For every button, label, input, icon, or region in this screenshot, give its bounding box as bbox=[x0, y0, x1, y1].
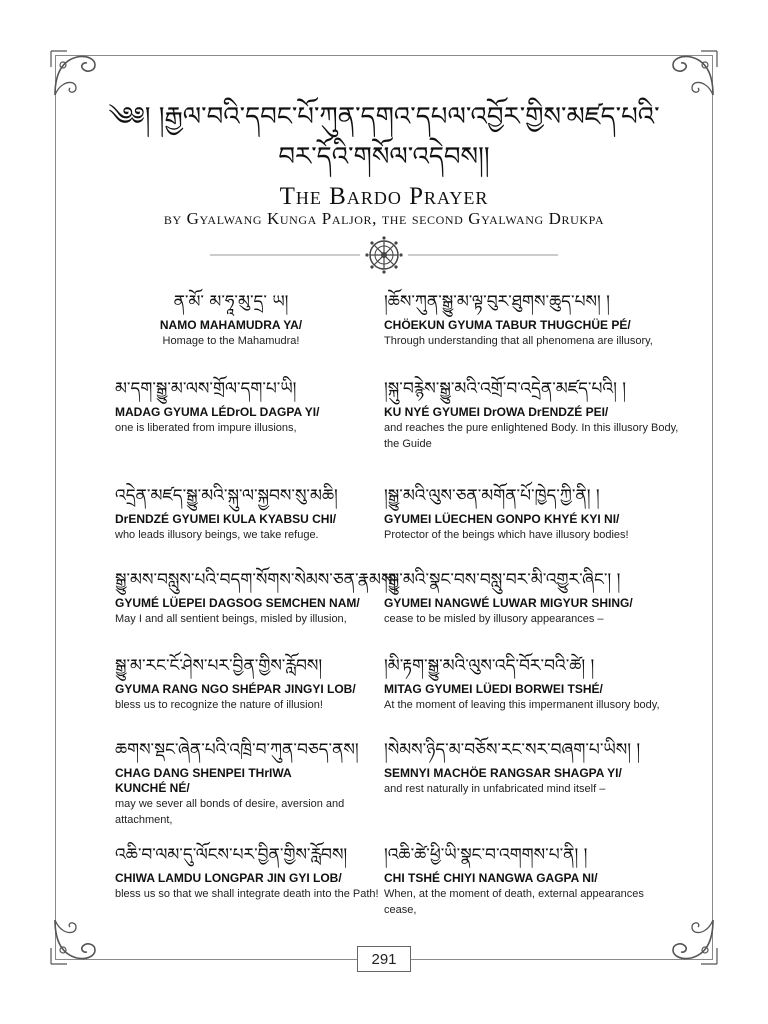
verse-translation: Protector of the beings which have illusory bodies! bbox=[384, 529, 629, 541]
verse-tibetan: ཆགས་སྡང་ཞེན་པའི་འཁྲི་བ་ཀུན་བཅད་ནས། bbox=[115, 740, 359, 760]
verse-transliteration: GYUMEI NANGWÉ LUWAR MIGYUR SHING/ bbox=[384, 596, 633, 610]
verse-translation: Through understanding that all phenomena are illusory, bbox=[384, 335, 653, 347]
verse-transliteration: CHAG DANG SHENPEI THrIWA KUNCHÉ NÉ/ bbox=[115, 766, 292, 795]
verse-translation: bless us to recognize the nature of illusion! bbox=[115, 699, 323, 711]
verse-transliteration: CHIWA LAMDU LONGPAR JIN GYI LOB/ bbox=[115, 871, 342, 885]
verse-tibetan: །སྒྱུ་མའི་སྣང་བས་བསླུ་བར་མི་འགྱུར་ཞིང་། ། bbox=[384, 570, 621, 590]
verse-tibetan: སྒྱུ་མས་བསླུས་པའི་བདག་སོགས་སེམས་ཅན་རྣམས། bbox=[115, 570, 397, 590]
verse-transliteration: SEMNYI MACHÖE RANGSAR SHAGPA YI/ bbox=[384, 766, 622, 780]
verse-tibetan: མ་དག་སྒྱུ་མ་ལས་གྲོལ་དག་པ་ཡི། bbox=[115, 379, 297, 399]
verse-right-2 bbox=[384, 377, 684, 452]
verse-left-1 bbox=[128, 290, 334, 349]
verse-transliteration: KU NYÉ GYUMEI DrOWA DrENDZÉ PEI/ bbox=[384, 405, 609, 419]
verse-tibetan: འཆི་བ་ལམ་དུ་ལོངས་པར་བྱིན་གྱིས་རློབས། bbox=[115, 845, 348, 865]
verse-translation: one is liberated from impure illusions, bbox=[115, 422, 297, 434]
verse-transliteration: GYUMA RANG NGO SHÉPAR JINGYI LOB/ bbox=[115, 682, 356, 696]
corner-ornament-icon bbox=[47, 47, 103, 103]
verse-translation: and rest naturally in unfabricated mind itself – bbox=[384, 783, 606, 795]
verse-transliteration: CHÖEKUN GYUMA TABUR THUGCHÜE PÉ/ bbox=[384, 318, 631, 332]
dharma-wheel-icon bbox=[365, 236, 402, 273]
verse-tibetan: །སེམས་ཉིད་མ་བཅོས་རང་སར་བཞག་པ་ཡིས། ། bbox=[384, 740, 641, 760]
verse-tibetan: སྒྱུ་མ་རང་ངོ་ཤེས་པར་བྱིན་གྱིས་རློབས། bbox=[115, 656, 323, 676]
verse-tibetan: །འཆི་ཚེ་ཕྱི་ཡི་སྣང་བ་འགགས་པ་ནི། ། bbox=[384, 845, 588, 865]
verse-translation: When, at the moment of death, external appearances cease, bbox=[384, 888, 644, 916]
verse-translation: May I and all sentient beings, misled by illusion, bbox=[115, 613, 347, 625]
verse-translation: cease to be misled by illusory appearances – bbox=[384, 613, 604, 625]
verse-translation: bless us so that we shall integrate death into the Path! bbox=[115, 888, 379, 900]
verse-right-1 bbox=[384, 290, 684, 349]
verse-transliteration: GYUMÉ LÜEPEI DAGSOG SEMCHEN NAM/ bbox=[115, 596, 360, 610]
verse-transliteration: MADAG GYUMA LÉDrOL DAGPA YI/ bbox=[115, 405, 320, 419]
verse-tibetan: འདྲེན་མཛད་སྒྱུ་མའི་སྐུ་ལ་སྐྱབས་སུ་མཆི། bbox=[115, 486, 338, 506]
title-tibetan-line2: བར་དོའི་གསོལ་འདེབས།། bbox=[278, 142, 490, 172]
verse-transliteration: GYUMEI LÜECHEN GONPO KHYÉ KYI NI/ bbox=[384, 512, 620, 526]
corner-ornament-icon bbox=[665, 47, 721, 103]
verse-translation: and reaches the pure enlightened Body. In this illusory Body, the Guide bbox=[384, 422, 679, 450]
verse-left-6 bbox=[115, 738, 359, 828]
verse-translation: Homage to the Mahamudra! bbox=[162, 335, 300, 347]
page-subtitle: by Gyalwang Kunga Paljor, the second Gyalwang Drukpa bbox=[163, 209, 605, 228]
verse-tibetan: །སྐུ་བརྙེས་སྒྱུ་མའི་འགྲོ་བ་འདྲེན་མཛད་པའི། ། bbox=[384, 379, 627, 399]
verse-tibetan: ན་མོ་ མ་ཧཱ་མུ་དྲ་ ཡ། bbox=[173, 292, 289, 312]
page-title: The Bardo Prayer bbox=[279, 183, 489, 210]
corner-ornament-icon bbox=[47, 912, 103, 968]
verse-right-7 bbox=[384, 843, 674, 918]
title-tibetan-line1: ༄༅། །རྒྱལ་བའི་དབང་པོ་ཀུན་དགའ་དཔལ་འབྱོར་གྱིས་མཛད་པའི་ bbox=[108, 102, 660, 132]
verse-translation: who leads illusory beings, we take refuge. bbox=[115, 529, 319, 541]
verse-right-4 bbox=[384, 568, 684, 627]
dharma-wheel-divider bbox=[210, 236, 558, 274]
verse-tibetan: །སྒྱུ་མའི་ལུས་ཅན་མགོན་པོ་ཁྱེད་ཀྱི་ནི། ། bbox=[384, 486, 600, 506]
verse-translation: At the moment of leaving this impermanent illusory body, bbox=[384, 699, 660, 711]
verse-transliteration: NAMO MAHAMUDRA YA/ bbox=[159, 318, 303, 332]
verse-tibetan: །མི་རྟག་སྒྱུ་མའི་ལུས་འདི་བོར་བའི་ཚེ། ། bbox=[384, 656, 595, 676]
verse-tibetan: །ཆོས་ཀུན་སྒྱུ་མ་ལྟ་བུར་ཐུགས་ཆུད་པས། ། bbox=[384, 292, 610, 312]
verse-translation: may we sever all bonds of desire, aversion and attachment, bbox=[115, 798, 345, 826]
verse-right-5 bbox=[384, 654, 684, 713]
corner-ornament-icon bbox=[665, 912, 721, 968]
verse-transliteration: CHI TSHÉ CHIYI NANGWA GAGPA NI/ bbox=[384, 871, 598, 885]
verse-right-3 bbox=[384, 484, 684, 543]
page-number: 291 bbox=[357, 946, 411, 972]
verse-right-6 bbox=[384, 738, 684, 797]
verse-transliteration: MITAG GYUMEI LÜEDI BORWEI TSHÉ/ bbox=[384, 682, 603, 696]
verse-transliteration: DrENDZÉ GYUMEI KULA KYABSU CHI/ bbox=[115, 512, 337, 526]
